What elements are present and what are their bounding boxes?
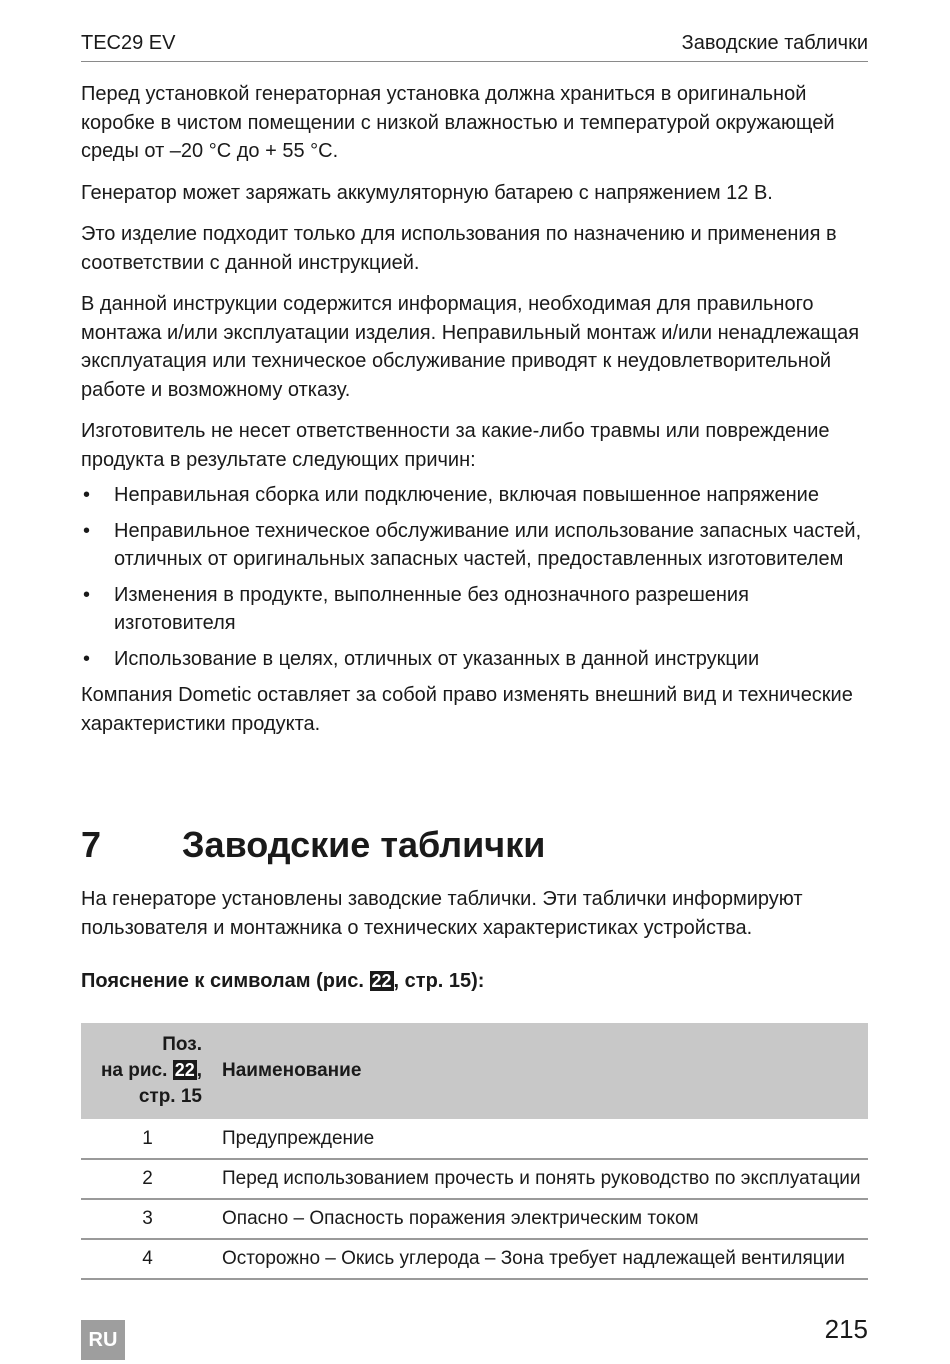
liability-list (81, 481, 871, 673)
paragraph-instructions: В данной инструкции содержится информация, необходимая для правильного монтажа и/или эксплуатации изделия. Неправильный монтаж и/или ненадлежащая эксплуатация или техническое обслуживание приводят к неудовлетворительной работе и возможному отказу. (81, 293, 860, 401)
page-header (81, 30, 868, 62)
list-item (81, 645, 871, 674)
table-row (81, 1199, 868, 1239)
symbols-table (81, 1023, 868, 1280)
header-pos-prefix: на рис. (100, 1060, 173, 1081)
legend-prefix: Пояснение к символам (рис. (81, 970, 370, 992)
row-position: 2 (81, 1159, 214, 1199)
header-pos-line3: стр. 15 (138, 1086, 202, 1107)
table-header-row (81, 1023, 868, 1119)
paragraph-liability: Изготовитель не несет ответственности за какие-либо травмы или повреждение продукта в результате следующих причин: (81, 420, 830, 471)
header-pos-line2 (81, 1058, 202, 1084)
figure-ref-badge: 22 (174, 1060, 195, 1080)
figure-ref-badge: 22 (371, 971, 392, 991)
list-item-text: Использование в целях, отличных от указанных в данной инструкции (114, 647, 760, 670)
table-row (81, 1119, 868, 1159)
row-name: Предупреждение (214, 1119, 868, 1159)
list-item-text: Неправильная сборка или подключение, включая повышенное напряжение (114, 484, 819, 506)
list-item (81, 481, 871, 510)
row-position: 4 (81, 1239, 214, 1279)
bullet-icon: • (83, 519, 91, 542)
bullet-icon: • (83, 583, 91, 606)
list-item-text: Неправильное техническое обслуживание или использование запасных частей, отличных от оригинальных запасных частей, предоставленных изготовителем (114, 519, 862, 570)
list-item (81, 581, 871, 638)
paragraph-dometic-rights: Компания Dometic оставляет за собой право изменять внешний вид и технические характеристики продукта. (81, 684, 853, 735)
section-title: Заводские таблички (182, 824, 546, 865)
column-header-position (81, 1023, 214, 1119)
bullet-icon: • (83, 484, 91, 506)
document-title: TEC29 EV (81, 32, 176, 54)
column-header-name: Наименование (214, 1023, 868, 1119)
legend-title (81, 970, 484, 993)
row-name: Перед использованием прочесть и понять руководство по эксплуатации (214, 1159, 868, 1199)
paragraph-intended-use: Это изделие подходит только для использования по назначению и применения в соответствии с данной инструкцией. (81, 223, 837, 274)
header-pos-suffix: , (196, 1060, 202, 1081)
paragraph-storage: Перед установкой генераторная установка должна храниться в оригинальной коробке в чистом помещении с низкой влажностью и температурой окружающей среды от –20 °C до + 55 °C. (81, 83, 835, 162)
section-intro: На генераторе установлены заводские таблички. Эти таблички информируют пользователя и монтажника о технических характеристиках устройства. (81, 888, 803, 939)
main-text (81, 80, 871, 751)
row-position: 3 (81, 1199, 214, 1239)
language-badge: RU (81, 1320, 125, 1360)
list-item (81, 517, 871, 574)
section-number: 7 (81, 824, 102, 865)
row-position: 1 (81, 1119, 214, 1159)
row-name: Осторожно – Окись углерода – Зона требует надлежащей вентиляции (214, 1239, 868, 1279)
bullet-icon: • (83, 647, 91, 670)
list-item-text: Изменения в продукте, выполненные без однозначного разрешения изготовителя (114, 583, 749, 634)
row-name: Опасно – Опасность поражения электрическим током (214, 1199, 868, 1239)
paragraph-battery: Генератор может заряжать аккумуляторную батарею с напряжением 12 В. (81, 181, 773, 204)
running-section-title: Заводские таблички (681, 32, 868, 54)
header-pos-line1: Поз. (162, 1034, 202, 1055)
table-row (81, 1239, 868, 1279)
legend-suffix: , стр. 15): (393, 970, 485, 992)
table-row (81, 1159, 868, 1199)
page-number: 215 (824, 1314, 868, 1344)
